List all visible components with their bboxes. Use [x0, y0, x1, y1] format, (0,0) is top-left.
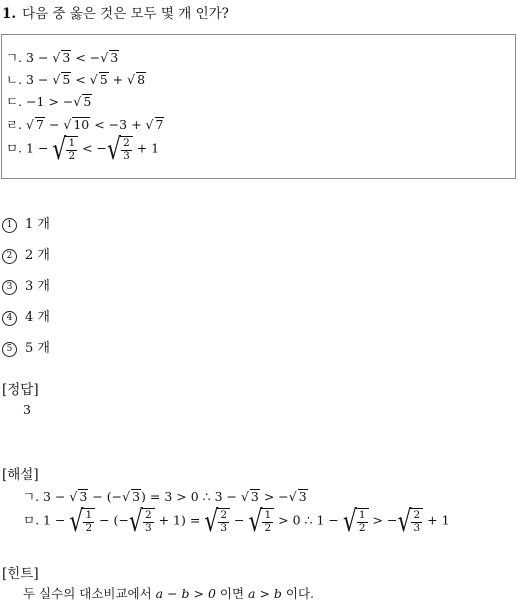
option-label: 4 개 — [25, 310, 50, 325]
option-1[interactable] — [2, 213, 50, 233]
math-text: 3 − — [26, 50, 53, 65]
denominator: 2 — [264, 521, 272, 534]
option-marker: 5 — [2, 342, 17, 357]
radicand: 5 — [83, 94, 92, 109]
radicand: 3 — [110, 50, 119, 65]
math-text: < − — [71, 50, 101, 65]
question-number: 1. — [2, 6, 17, 22]
option-marker: 4 — [2, 311, 17, 326]
sqrt-fraction: √ $\frac{1}{2}$ — [343, 508, 369, 534]
option-marker: 2 — [2, 249, 17, 264]
numerator: 2 — [413, 509, 421, 521]
math-text: < — [71, 72, 90, 87]
math-text: + 1 — [132, 140, 160, 156]
math-text: + 1) = — [154, 512, 205, 528]
denominator: 3 — [413, 521, 421, 534]
math-text: + — [108, 72, 128, 87]
question-text: 다음 중 옳은 것은 모두 몇 개 인가? — [22, 6, 229, 22]
numerator: 2 — [144, 509, 152, 521]
numerator: 1 — [85, 509, 93, 521]
sqrt-fraction: √ $\frac{1}{2}$ — [69, 508, 95, 534]
option-marker: 3 — [2, 280, 17, 295]
statement-prefix: ㄷ. — [6, 94, 23, 109]
explanation-line-2 — [23, 505, 450, 540]
math-text: −1 > − — [26, 94, 74, 109]
option-label: 2 개 — [25, 248, 50, 263]
radicand: 8 — [137, 72, 146, 87]
radicand: 3 — [132, 489, 141, 504]
hint-text-part: 이면 — [215, 586, 249, 601]
hint-math: a − b > 0 — [155, 586, 216, 601]
denominator: 2 — [358, 521, 366, 534]
statement-1: ㄱ. 3 − √ 3 < −√ 3 — [6, 50, 119, 65]
numerator: 1 — [68, 137, 76, 149]
math-text: < −3 + — [90, 117, 146, 132]
hint-heading: [힌트] — [2, 566, 39, 582]
option-4[interactable] — [2, 306, 50, 326]
math-text: < − — [78, 140, 108, 156]
math-text: 1 − — [43, 512, 70, 528]
option-label: 3 개 — [25, 279, 50, 294]
question-title — [2, 2, 229, 22]
denominator: 3 — [144, 521, 152, 534]
statement-prefix: ㄱ. — [23, 489, 40, 504]
hint-text — [23, 584, 314, 602]
sqrt-fraction: √ $\frac{2}{3}$ — [129, 508, 155, 534]
sqrt-fraction: √ $\frac{2}{3}$ — [397, 508, 423, 534]
statement-prefix: ㄴ. — [6, 72, 23, 87]
math-text: 3 − — [43, 489, 70, 504]
option-5[interactable] — [2, 337, 50, 357]
math-text: > 0 ∴ 1 − — [274, 512, 343, 528]
math-text: − (− — [95, 512, 129, 528]
math-text: 3 − — [26, 72, 53, 87]
math-text: > − — [259, 489, 289, 504]
hint-text-part: 두 실수의 대소비교에서 — [23, 586, 156, 601]
math-text: > − — [368, 512, 398, 528]
hint-math: a > b — [248, 586, 282, 601]
radicand: 5 — [62, 72, 71, 87]
numerator: 1 — [358, 509, 366, 521]
sqrt-fraction: √ $\frac{1}{2}$ — [248, 508, 274, 534]
option-2[interactable] — [2, 244, 50, 264]
statement-prefix: ㄱ. — [6, 50, 23, 65]
statement-3: ㄷ. −1 > −√ 5 — [6, 94, 92, 109]
numerator: 2 — [220, 509, 228, 521]
denominator: 3 — [123, 149, 130, 162]
radicand: 3 — [298, 489, 307, 504]
math-text: − (− — [88, 489, 123, 504]
option-label: 5 개 — [25, 341, 50, 356]
radicand: 5 — [99, 72, 108, 87]
statement-prefix: ㅁ. — [6, 140, 23, 156]
statement-4: ㄹ. √ 7 − √ 10 < −3 + √ 7 — [6, 117, 164, 132]
radicand: 7 — [155, 117, 164, 132]
denominator: 2 — [68, 149, 76, 162]
answer-value: 3 — [23, 402, 31, 417]
option-label: 1 개 — [25, 217, 50, 232]
radicand: 3 — [250, 489, 259, 504]
statement-2: ㄴ. 3 − √ 5 < √ 5 + √ 8 — [6, 72, 146, 87]
statement-5 — [6, 133, 160, 168]
math-text: 1 − — [26, 140, 53, 156]
sqrt-fraction: √ $\frac{1}{2}$ — [52, 136, 78, 162]
math-text: ) = 3 > 0 ∴ 3 − — [141, 489, 241, 504]
radicand: 10 — [73, 117, 90, 132]
numerator: 2 — [123, 137, 130, 149]
radicand: 3 — [62, 50, 71, 65]
option-marker: 1 — [2, 218, 17, 233]
numerator: 1 — [264, 509, 272, 521]
math-text: − — [44, 117, 64, 132]
statement-prefix: ㄹ. — [6, 117, 23, 132]
denominator: 3 — [220, 521, 228, 534]
sqrt-fraction: √ $\frac{2}{3}$ — [204, 508, 230, 534]
hint-text-part: 이다. — [281, 586, 315, 601]
statement-prefix: ㅁ. — [23, 512, 40, 528]
answer-heading: [정답] — [2, 382, 39, 398]
explanation-heading: [해설] — [2, 467, 39, 483]
option-3[interactable] — [2, 275, 50, 295]
radicand: 3 — [79, 489, 88, 504]
explanation-line-1: ㄱ. 3 − √ 3 − (−√ 3) = 3 > 0 ∴ 3 − √ 3 > −√ 3 — [23, 489, 307, 504]
math-text: − — [230, 512, 249, 528]
sqrt-fraction: √ $\frac{2}{3}$ — [107, 136, 133, 162]
math-text: + 1 — [423, 512, 450, 528]
radicand: 7 — [36, 117, 44, 132]
denominator: 2 — [85, 521, 93, 534]
